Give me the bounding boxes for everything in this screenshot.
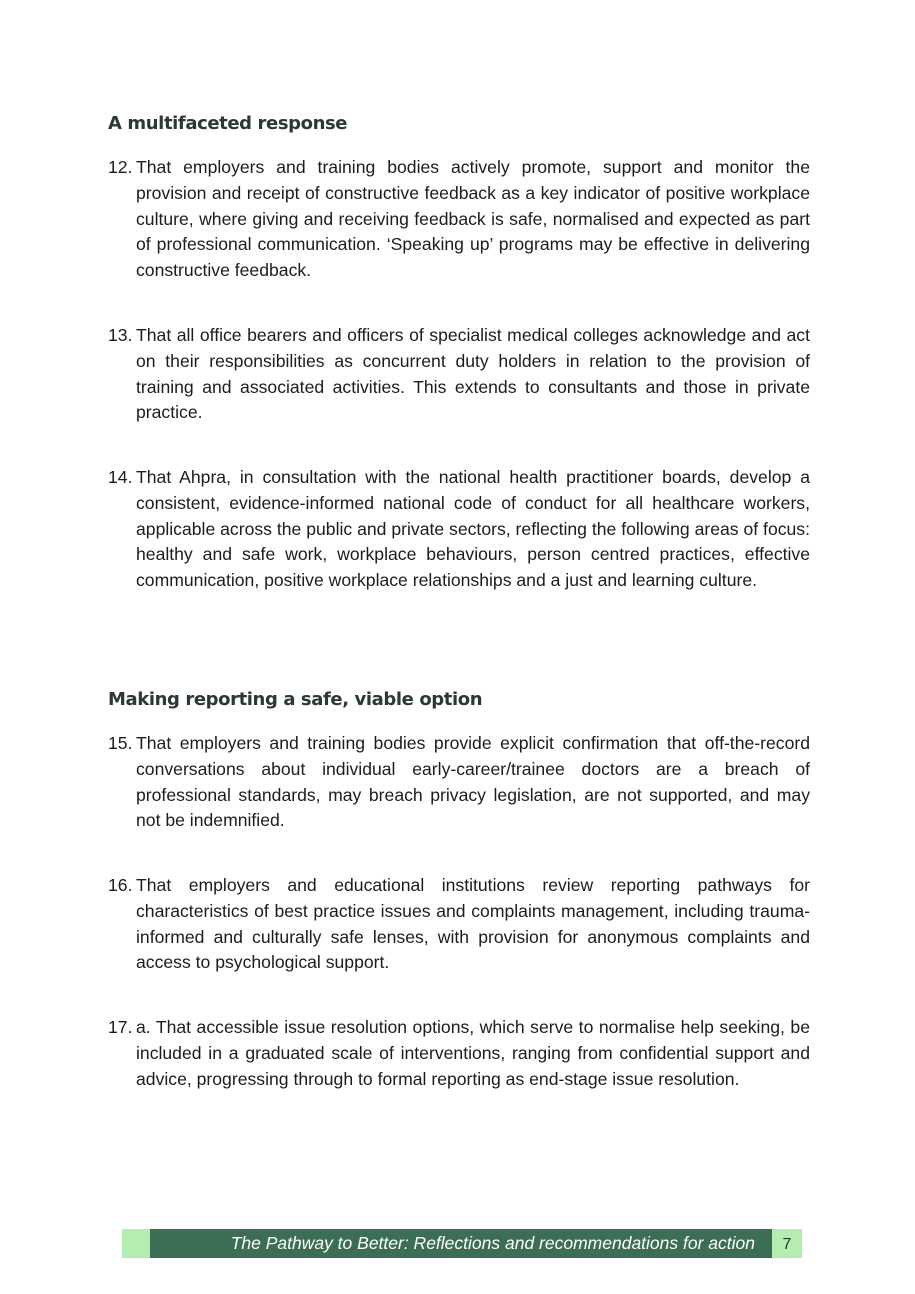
recommendation-text: a. That accessible issue resolution options, which serve to normalise help seeking, be included in a graduated scale of interventions, ranging from confidential support and advice, progressing through to formal reporting as end-stage issue resolution. [136,1017,810,1089]
recommendation-number: 15. [108,733,133,753]
recommendation-number: 16. [108,875,133,895]
page-footer [122,1229,802,1258]
recommendation-text: That employers and training bodies actively promote, support and monitor the provision and receipt of constructive feedback as a key indicator of positive workplace culture, where giving and receiving feedback is safe, normalised and expected as part of professional communication. ‘Speaking up’ programs may be effective in delivering constructive feedback. [136,157,810,281]
recommendation-15 [108,731,810,834]
footer-document-title: The Pathway to Better: Reflections and recommendations for action [230,1233,755,1253]
recommendation-number: 17. [108,1017,133,1037]
recommendation-text: That Ahpra, in consultation with the national health practitioner boards, develop a consistent, evidence-informed national code of conduct for all healthcare workers, applicable across the public and private sectors, reflecting the following areas of focus: healthy and safe work, workplace behaviours, person centred practices, effective communication, positive workplace relationships and a just and learning culture. [136,467,810,591]
recommendation-text: That employers and training bodies provide explicit confirmation that off-the-record conversations about individual early-career/trainee doctors are a breach of professional standards, may breach privacy legislation, are not supported, and may not be indemnified. [136,733,810,831]
footer-accent-block [122,1229,150,1258]
recommendation-number: 13. [108,325,133,345]
recommendation-12 [108,155,810,284]
recommendation-16 [108,873,810,976]
recommendation-number: 12. [108,157,133,177]
section-heading-making-reporting-safe: Making reporting a safe, viable option [108,689,483,710]
recommendation-text: That employers and educational institutions review reporting pathways for characteristics of best practice issues and complaints management, including trauma-informed and culturally safe lenses, with provision for anonymous complaints and access to psychological support. [136,875,810,973]
recommendation-13 [108,323,810,426]
recommendation-17 [108,1015,810,1092]
recommendation-14 [108,465,810,594]
section-heading-multifaceted-response: A multifaceted response [108,113,348,134]
page-number: 7 [772,1229,802,1258]
recommendation-text: That all office bearers and officers of specialist medical colleges acknowledge and act on their responsibilities as concurrent duty holders in relation to the provision of training and associated activities. This extends to consultants and those in private practice. [136,325,810,423]
footer-title-bar [150,1229,772,1258]
recommendation-number: 14. [108,467,133,487]
